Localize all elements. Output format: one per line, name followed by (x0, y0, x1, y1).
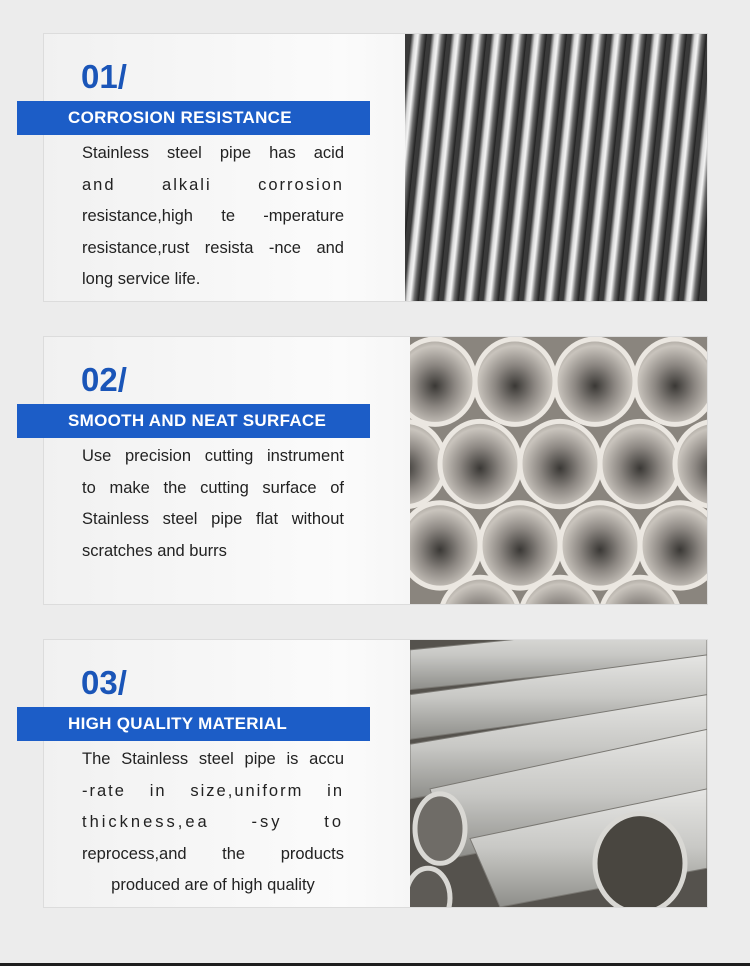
description-line: resistance,rust resista -nce and (82, 238, 344, 257)
feature-description (82, 441, 344, 567)
pipe-ends-stack-photo (410, 337, 707, 604)
description-line: Use precision cutting instrument (82, 447, 344, 465)
feature-title-banner: SMOOTH AND NEAT SURFACE (17, 404, 370, 438)
feature-card-2 (43, 336, 708, 605)
description-line: -rate in size,uniform in (82, 781, 344, 800)
description-line: Stainless steel pipe has acid (82, 144, 344, 162)
description-line: and alkali corrosion (82, 175, 344, 194)
description-line: long service life. (82, 270, 201, 288)
feature-card-3 (43, 639, 708, 908)
feature-number: 01/ (81, 58, 127, 95)
feature-description (82, 744, 344, 902)
description-line: to make the cutting surface of (82, 478, 344, 497)
description-line: reprocess,and the products (82, 844, 344, 863)
description-line: scratches and burrs (82, 541, 227, 560)
description-line: produced are of high quality (111, 876, 315, 894)
feature-card-1 (43, 33, 708, 302)
feature-title-banner: HIGH QUALITY MATERIAL (17, 707, 370, 741)
description-line: resistance,high te -mperature (82, 207, 344, 225)
pipes-angled-photo (410, 640, 707, 907)
feature-number: 03/ (81, 664, 127, 701)
description-line: The Stainless steel pipe is accu (82, 750, 344, 768)
feature-description (82, 138, 344, 296)
pipes-side-view-photo (405, 34, 707, 301)
description-line: thickness,ea -sy to (82, 813, 344, 831)
description-line: Stainless steel pipe flat without (82, 510, 344, 528)
feature-number: 02/ (81, 361, 127, 398)
feature-title-banner: CORROSION RESISTANCE (17, 101, 370, 135)
